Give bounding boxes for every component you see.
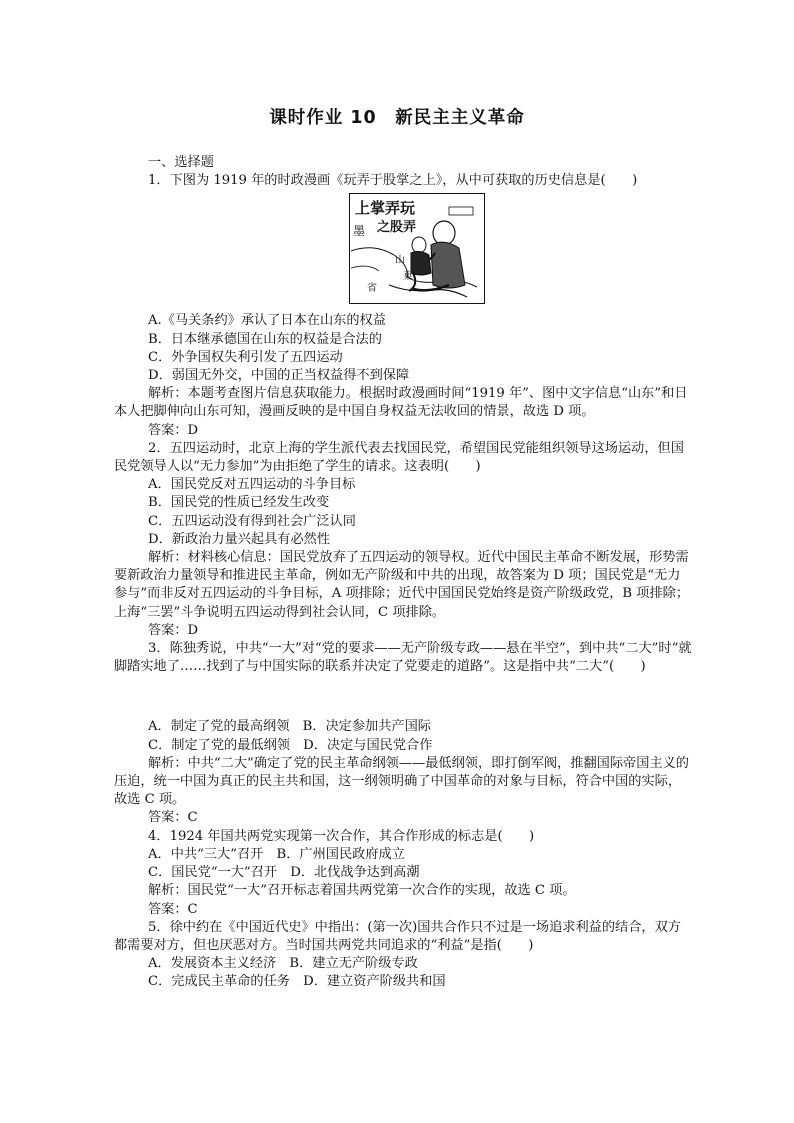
cartoon-label-sheng: 省 (367, 283, 377, 295)
question-4-options-cd: C．国民党“一大”召开 D．北伐战争达到高潮 (148, 865, 420, 881)
question-2-answer: 答案：D (148, 622, 199, 638)
cartoon-title-right: 之股弄 (377, 220, 417, 236)
question-1-answer: 答案：D (148, 422, 199, 438)
question-1-option-c: C．外争国权失利引发了五四运动 (148, 349, 343, 365)
question-1-option-b: B．日本继承德国在山东的权益是合法的 (148, 331, 382, 347)
cartoon-image (349, 193, 485, 304)
question-2-option-b: B．国民党的性质已经发生改变 (148, 495, 330, 511)
cartoon-side-text: 墨 (353, 224, 366, 239)
question-1-stem: 1．下图为 1919 年的时政漫画《玩弄于股掌之上》，从中可获取的历史信息是( ) (148, 173, 638, 189)
cartoon-title-left: 上掌弄玩 (355, 199, 416, 218)
question-5-options-cd: C．完成民主革命的任务 D．建立资产阶级共和国 (148, 974, 446, 990)
question-3-stem: 3．陈独秀说，中共“一大”对“党的要求——无产阶级专政——悬在半空”，到中共“二大”时“就脚踏实地了……找到了与中国实际的联系并决定了党要走的道路”。这是指中共“二大”( ) (114, 641, 692, 675)
cartoon-label-dong: 東 (403, 271, 413, 283)
question-5-stem: 5．徐中约在《中国近代史》中指出：(第一次)国共合作只不过是一场追求利益的结合，双方都需要对方，但也厌恶对方。当时国共两党共同追求的“利益”是指( ) (114, 919, 681, 953)
question-4-analysis: 解析：国民党“一大”召开标志着国共两党第一次合作的实现，故选 C 项。 (148, 883, 576, 899)
cartoon-drawing (349, 193, 485, 304)
question-2-analysis: 解析：材料核心信息：国民党放弃了五四运动的领导权。近代中国民主革命不断发展，形势需要新政治力量领导和推进民主革命，例如无产阶级和中共的出现，故答案为 D 项；国民党是“无力参与”而非反对五四运动的斗争目标，A 项排除；近代中国国民党始终是资产阶级政党，B 项排除；上海“三罢”斗争说明五四运动得到社会认同，C 项排除。 (114, 550, 690, 620)
question-4-stem: 4．1924 年国共两党实现第一次合作，其合作形成的标志是( ) (148, 828, 535, 844)
question-3-options-cd: C．制定了党的最低纲领 D．决定与国民党合作 (148, 737, 433, 753)
question-2-option-a: A．国民党反对五四运动的斗争目标 (148, 477, 356, 493)
question-1-option-d: D．弱国无外交，中国的正当权益得不到保障 (148, 368, 410, 384)
question-2-stem: 2．五四运动时，北京上海的学生派代表去找国民党，希望国民党能组织领导这场运动，但国民党领导人以“无力参加”为由拒绝了学生的请求。这表明( ) (114, 440, 684, 475)
section-heading: 一、选择题 (148, 155, 214, 170)
content (114, 154, 692, 992)
question-2-option-d: D．新政治力量兴起具有必然性 (148, 531, 331, 547)
question-3-analysis: 解析：中共“二大”确定了党的民主革命纲领——最低纲领，即打倒军阀，推翻国际帝国主义的压迫，统一中国为真正的民主共和国，这一纲领明确了中国革命的对象与目标，符合中国的实际，故选 C 项。 (114, 755, 689, 808)
question-2-option-c: C．五四运动没有得到社会广泛认同 (148, 513, 356, 529)
question-3-answer: 答案：C (148, 810, 198, 826)
question-4-answer: 答案：C (148, 901, 198, 917)
question-4-options-ab: A．中共“三大”召开 B．广州国民政府成立 (148, 846, 405, 862)
cartoon-label-shan: 山 (395, 255, 405, 267)
question-3-options-ab: A．制定了党的最高纲领 B．决定参加共产国际 (148, 719, 431, 735)
question-1-analysis: 解析：本题考查图片信息获取能力。根据时政漫画时间“1919 年”、图中文字信息“山东”和日本人把脚伸向山东可知，漫画反映的是中国自身权益无法收回的情景，故选 D 项。 (114, 386, 688, 420)
question-1-option-a: A.《马关条约》承认了日本在山东的权益 (148, 313, 386, 329)
page-title: 课时作业 10 新民主主义革命 (269, 108, 525, 128)
question-5-options-ab: A．发展资本主义经济 B．建立无产阶级专政 (148, 956, 418, 972)
